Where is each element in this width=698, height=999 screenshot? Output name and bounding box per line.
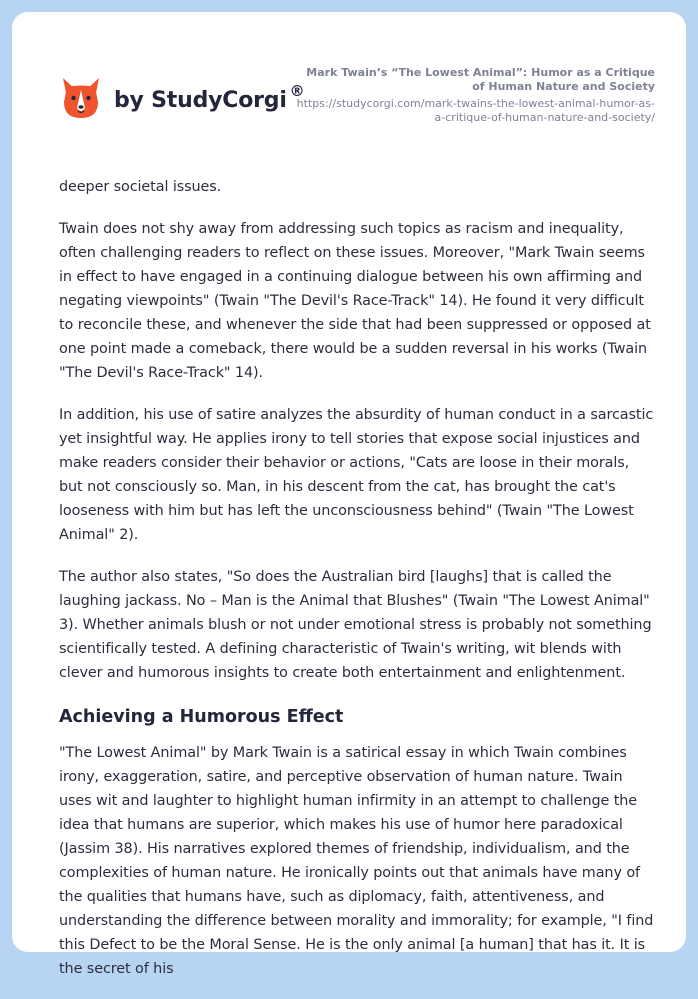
registered-mark: ® <box>289 81 305 100</box>
article-body <box>59 175 655 999</box>
document-url[interactable]: https://studycorgi.com/mark-twains-the-lowest-animal-humor-as-a-critique-of-human-nature-and-society/ <box>296 97 655 124</box>
brand-name-text: by StudyCorgi <box>114 87 287 113</box>
paragraph: deeper societal issues. <box>59 179 222 195</box>
brand-name <box>114 81 305 113</box>
corgi-icon <box>60 76 102 120</box>
document-title: Mark Twain’s “The Lowest Animal”: Humor as a Critique of Human Nature and Society <box>306 66 655 93</box>
paragraph: The author also states, "So does the Australian bird [laughs] that is called the laughing jackass. No – Man is the Animal that Blushes" (Twain "The Lowest Animal" 3). Whether animals blush or not under emotional stress is probably not something scientifically tested. A defining characteristic of Twain's writing, wit blends with clever and humorous insights to create both entertainment and enlightenment. <box>59 569 652 681</box>
paragraph: In addition, his use of satire analyzes the absurdity of human conduct in a sarcastic yet insightful way. He applies irony to tell stories that expose social injustices and make readers consider their behavior or actions, "Cats are loose in their morals, but not consciously so. Man, in his descent from the cat, has brought the cat's looseness with him but has left the unconsciousness behind" (Twain "The Lowest Animal" 2). <box>59 407 654 543</box>
paragraph: "The Lowest Animal" by Mark Twain is a satirical essay in which Twain combines irony, exaggeration, satire, and perceptive observation of human nature. Twain uses wit and laughter to highlight human infirmity in an attempt to challenge the idea that humans are superior, which makes his use of humor here paradoxical (Jassim 38). His narratives explored themes of friendship, individualism, and the complexities of human nature. He ironically points out that animals have many of the qualities that humans have, such as diplomacy, faith, attentiveness, and understanding the difference between morality and immorality; for example, "I find this Defect to be the Moral Sense. He is the only animal [a human] that has it. It is the secret of his <box>59 745 654 977</box>
document-info <box>295 66 655 125</box>
section-heading: Achieving a Humorous Effect <box>59 707 344 727</box>
paragraph: Twain does not shy away from addressing such topics as racism and inequality, often challenging readers to reflect on these issues. Moreover, "Mark Twain seems in effect to have engaged in a continuing dialogue between his own affirming and negating viewpoints" (Twain "The Devil's Race-Track" 14). He found it very difficult to reconcile these, and whenever the side that had been suppressed or opposed at one point made a comeback, there would be a sudden reversal in his works (Twain "The Devil's Race-Track" 14). <box>59 221 651 381</box>
page-header <box>12 12 686 172</box>
studycorgi-logo[interactable] <box>60 76 304 120</box>
document-page <box>12 12 686 977</box>
